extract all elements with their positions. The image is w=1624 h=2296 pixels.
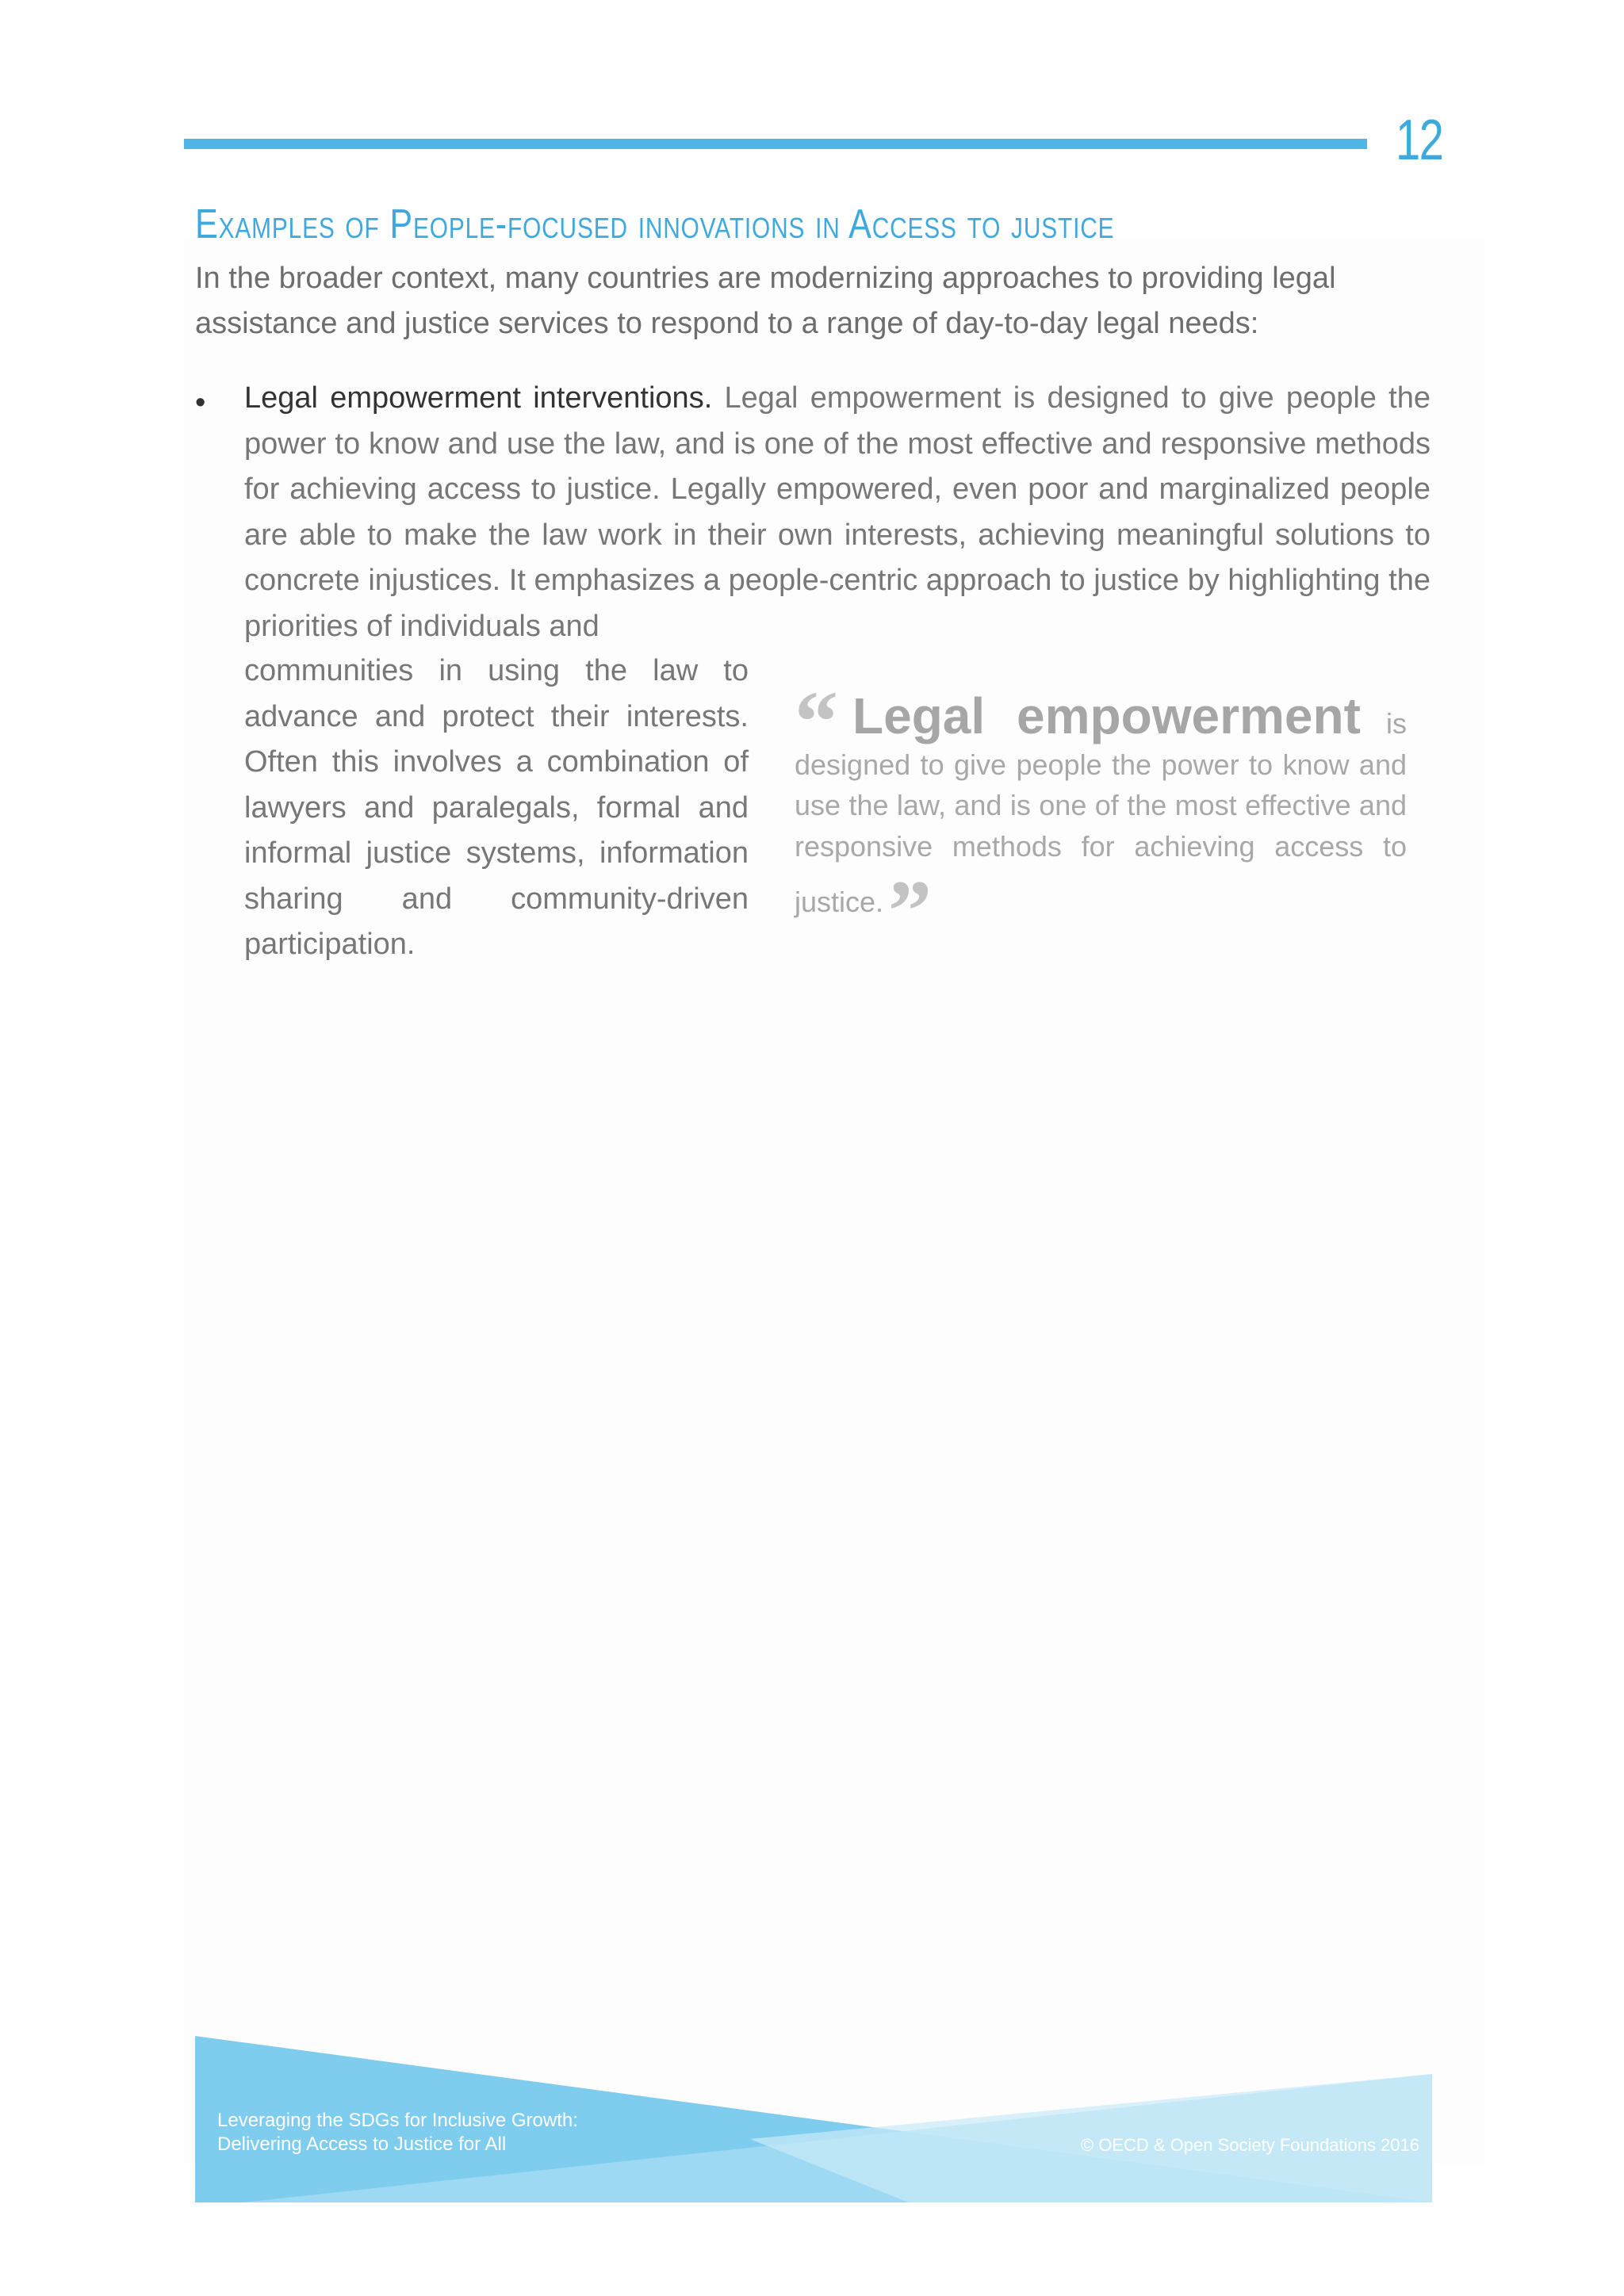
header-rule: [184, 139, 1367, 149]
bullet-lead-term: Legal empowerment interventions.: [244, 381, 713, 415]
page-number: 12: [1396, 109, 1443, 172]
footer-title: [217, 2109, 772, 2156]
bullet-paragraph-continued: communities in using the law to advance and protect their interests. Often this involves a combination of lawyers and paralegals, formal and informal justice systems, information sharing and community-driven participation.: [244, 654, 749, 961]
bullet-body-text: Legal empowerment is designed to give people the power to know and use the law, and is one of the most effective and responsive methods for achieving access to justice. Legally empowered, even poor and marginalized people are able to make the law work in their own interests, achieving meaningful solutions to concrete injustices. It emphasizes a people-centric approach to justice by highlighting the priorities of individuals and: [244, 381, 1431, 643]
footer-copyright: © OECD & Open Society Foundations 2016: [1080, 2135, 1419, 2155]
bullet-marker: •: [195, 386, 206, 419]
intro-paragraph: In the broader context, many countries are modernizing approaches to providing legal assistance and justice services to respond to a range of day-to-day legal needs:: [195, 262, 1336, 340]
pull-quote: [795, 673, 1407, 959]
section-heading: Examples of People-focused innovations in Access to justice: [195, 201, 1115, 247]
pull-quote-text: is designed to give people the power to know and use the law, and is one of the most effective and responsive methods for achieving access to justice.: [795, 707, 1407, 918]
close-quote-icon: ”: [888, 863, 933, 959]
open-quote-icon: “: [795, 673, 838, 770]
bullet-paragraph: [244, 376, 1431, 649]
footer-title-line2: Delivering Access to Justice for All: [217, 2133, 507, 2155]
footer-title-line1: Leveraging the SDGs for Inclusive Growth:: [217, 2110, 578, 2131]
pull-quote-headline: Legal empowerment: [852, 687, 1361, 744]
